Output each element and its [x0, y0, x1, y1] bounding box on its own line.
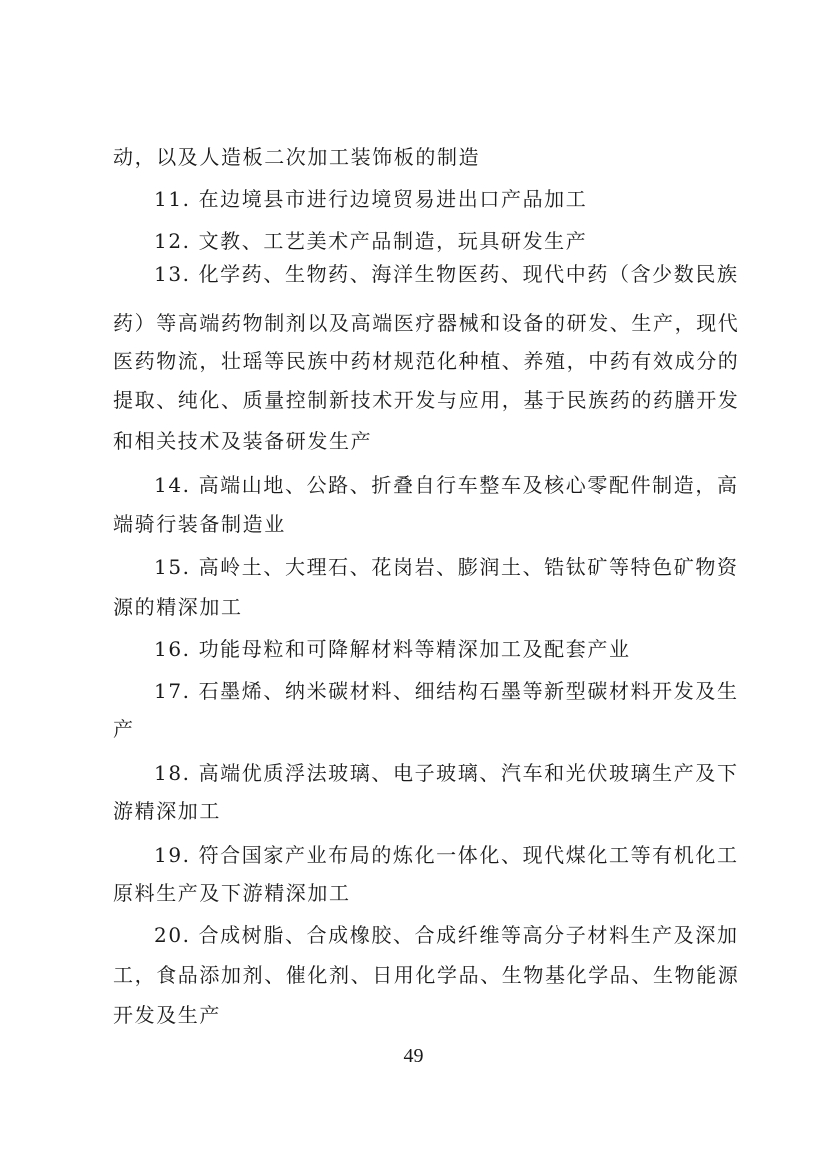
page-number: 49	[403, 1045, 424, 1067]
list-item-20: 20. 合成树脂、合成橡胶、合成纤维等高分子材料生产及深加	[154, 923, 739, 947]
list-item-13: 13. 化学药、生物药、海洋生物医药、现代中药（含少数民族	[154, 262, 739, 286]
text-line: 提取、纯化、质量控制新技术开发与应用，基于民族药的药膳开发	[113, 388, 740, 412]
text-line: 游精深加工	[113, 799, 221, 823]
text-line: 端骑行装备制造业	[113, 512, 286, 536]
list-item-19: 19. 符合国家产业布局的炼化一体化、现代煤化工等有机化工	[154, 843, 739, 867]
list-item-17: 17. 石墨烯、纳米碳材料、细结构石墨等新型碳材料开发及生	[154, 679, 739, 703]
text-line: 药）等高端药物制剂以及高端医疗器械和设备的研发、生产，现代	[113, 311, 740, 335]
text-line: 源的精深加工	[113, 595, 243, 619]
list-item-16: 16. 功能母粒和可降解材料等精深加工及配套产业	[154, 637, 631, 661]
text-line: 医药物流，壮瑶等民族中药材规范化种植、养殖，中药有效成分的	[113, 349, 740, 373]
text-line: 和相关技术及装备研发生产	[113, 429, 373, 453]
text-line: 产	[113, 717, 135, 741]
list-item-12: 12. 文教、工艺美术产品制造，玩具研发生产	[154, 229, 588, 253]
text-line: 工，食品添加剂、催化剂、日用化学品、生物基化学品、生物能源	[113, 963, 740, 987]
text-line: 开发及生产	[113, 1003, 221, 1027]
text-line: 原料生产及下游精深加工	[113, 881, 351, 905]
list-item-14: 14. 高端山地、公路、折叠自行车整车及核心零配件制造，高	[154, 473, 739, 497]
list-item-15: 15. 高岭土、大理石、花岗岩、膨润土、锆钛矿等特色矿物资	[154, 555, 739, 579]
list-item-18: 18. 高端优质浮法玻璃、电子玻璃、汽车和光伏玻璃生产及下	[154, 761, 739, 785]
list-item-11: 11. 在边境县市进行边境贸易进出口产品加工	[154, 187, 588, 211]
text-line: 动，以及人造板二次加工装饰板的制造	[113, 145, 481, 169]
